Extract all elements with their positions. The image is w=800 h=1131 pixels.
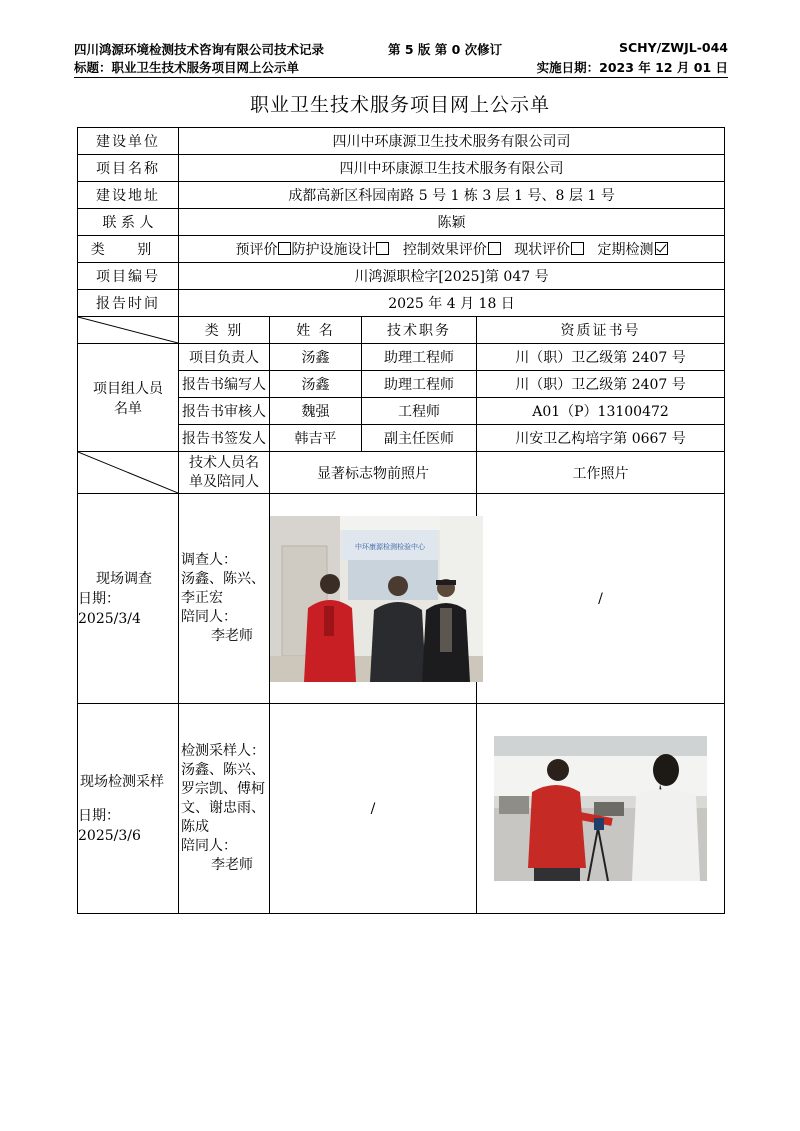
col-sign-photo-header: 显著标志物前照片 <box>270 452 477 494</box>
diagonal-cell <box>78 452 179 494</box>
investigator-label: 调查人： <box>181 552 237 568</box>
survey-date: 2025/3/4 <box>78 610 141 627</box>
survey-label-cell <box>78 494 179 704</box>
staff-cert: 川（职）卫乙级第 2407 号 <box>477 371 725 398</box>
companion: 李老师 <box>211 857 253 873</box>
unit-label: 建设单位 <box>78 128 179 155</box>
staff-header-title: 技术职务 <box>362 317 477 344</box>
staff-header-cert: 资质证书号 <box>477 317 725 344</box>
sampling-work-photo-cell <box>477 704 725 914</box>
staff-role: 报告书审核人 <box>179 398 270 425</box>
contact-value: 陈颖 <box>179 209 725 236</box>
project-no-value: 川鸿源职检字[2025]第 047 号 <box>179 263 725 290</box>
category-control-eval: 控制效果评价 <box>403 242 501 258</box>
survey-personnel-cell <box>179 494 270 704</box>
staff-cert: A01（P）13100472 <box>477 398 725 425</box>
checkbox-icon <box>278 242 291 255</box>
doc-code: SCHY/ZWJL-044 <box>618 40 728 55</box>
subject: 标题：职业卫生技术服务项目网上公示单 <box>74 60 300 75</box>
team-sign-photo <box>270 516 483 682</box>
staff-name: 汤鑫 <box>270 344 362 371</box>
sampler-label: 检测采样人： <box>181 743 265 759</box>
survey-date-label: 日期： <box>78 590 120 607</box>
category-options <box>179 236 725 263</box>
staff-group-label: 项目组人员名单 <box>78 344 179 452</box>
checkbox-icon <box>376 242 389 255</box>
version: 第 5 版 第 0 次修订 <box>388 42 503 57</box>
col-personnel-header: 技术人员名单及陪同人 <box>179 452 270 494</box>
staff-role: 项目负责人 <box>179 344 270 371</box>
address-value: 成都高新区科园南路 5 号 1 栋 3 层 1 号、8 层 1 号 <box>179 182 725 209</box>
survey-sign-photo-cell <box>270 494 477 704</box>
category-label: 类 别 <box>78 236 179 263</box>
notice-table <box>77 127 725 914</box>
samplers: 汤鑫、陈兴、罗宗凯、傅柯文、谢忠雨、陈成 <box>181 762 265 835</box>
category-periodic-test: 定期检测 <box>598 242 668 258</box>
checkbox-icon <box>488 242 501 255</box>
sampling-label-cell <box>78 704 179 914</box>
category-protection-design: 防护设施设计 <box>291 242 389 258</box>
staff-name: 韩吉平 <box>270 425 362 452</box>
staff-role: 报告书签发人 <box>179 425 270 452</box>
sampling-date: 2025/3/6 <box>78 827 141 844</box>
companion: 李老师 <box>211 628 253 644</box>
checked-box-icon <box>655 242 668 255</box>
category-status-eval: 现状评价 <box>514 242 584 258</box>
header-line-2 <box>74 58 728 76</box>
project-no-label: 项目编号 <box>78 263 179 290</box>
companion-label: 陪同人： <box>181 609 237 625</box>
staff-name: 魏强 <box>270 398 362 425</box>
report-time-label: 报告时间 <box>78 290 179 317</box>
staff-cert: 川（职）卫乙级第 2407 号 <box>477 344 725 371</box>
staff-title: 助理工程师 <box>362 371 477 398</box>
sampling-label: 现场检测采样 <box>80 773 164 790</box>
staff-name: 汤鑫 <box>270 371 362 398</box>
page-title: 职业卫生技术服务项目网上公示单 <box>249 94 550 116</box>
contact-label: 联 系 人 <box>78 209 179 236</box>
diagonal-line <box>78 452 178 493</box>
survey-work-photo: / <box>477 494 725 704</box>
company-record: 四川鸿源环境检测技术咨询有限公司技术记录 <box>74 42 325 57</box>
staff-title: 副主任医师 <box>362 425 477 452</box>
project-name-value: 四川中环康源卫生技术服务有限公司 <box>179 155 725 182</box>
staff-cert: 川安卫乙构培字第 0667 号 <box>477 425 725 452</box>
address-label: 建设地址 <box>78 182 179 209</box>
staff-title: 工程师 <box>362 398 477 425</box>
checkbox-icon <box>571 242 584 255</box>
staff-header-name: 姓 名 <box>270 317 362 344</box>
investigators: 汤鑫、陈兴、李正宏 <box>181 571 265 606</box>
diagonal-cell <box>78 317 179 344</box>
staff-title: 助理工程师 <box>362 344 477 371</box>
header-line-1 <box>74 40 728 58</box>
sign-text: 中环康源检测检验中心 <box>355 542 425 551</box>
diagonal-line <box>78 317 178 343</box>
sampling-personnel-cell <box>179 704 270 914</box>
category-pre-eval: 预评价 <box>235 242 291 258</box>
effective-date: 实施日期：2023 年 12 月 01 日 <box>536 60 728 75</box>
companion-label: 陪同人： <box>181 838 237 854</box>
unit-value: 四川中环康源卫生技术服务有限公司司 <box>179 128 725 155</box>
survey-label: 现场调查 <box>96 570 152 587</box>
col-work-photo-header: 工作照片 <box>477 452 725 494</box>
project-name-label: 项目名称 <box>78 155 179 182</box>
staff-header-role: 类 别 <box>179 317 270 344</box>
lab-work-photo <box>494 736 707 881</box>
staff-role: 报告书编写人 <box>179 371 270 398</box>
sampling-sign-photo: / <box>270 704 477 914</box>
header-rule <box>74 77 728 78</box>
report-time-value: 2025 年 4 月 18 日 <box>179 290 725 317</box>
sampling-date-label: 日期： <box>78 807 120 824</box>
